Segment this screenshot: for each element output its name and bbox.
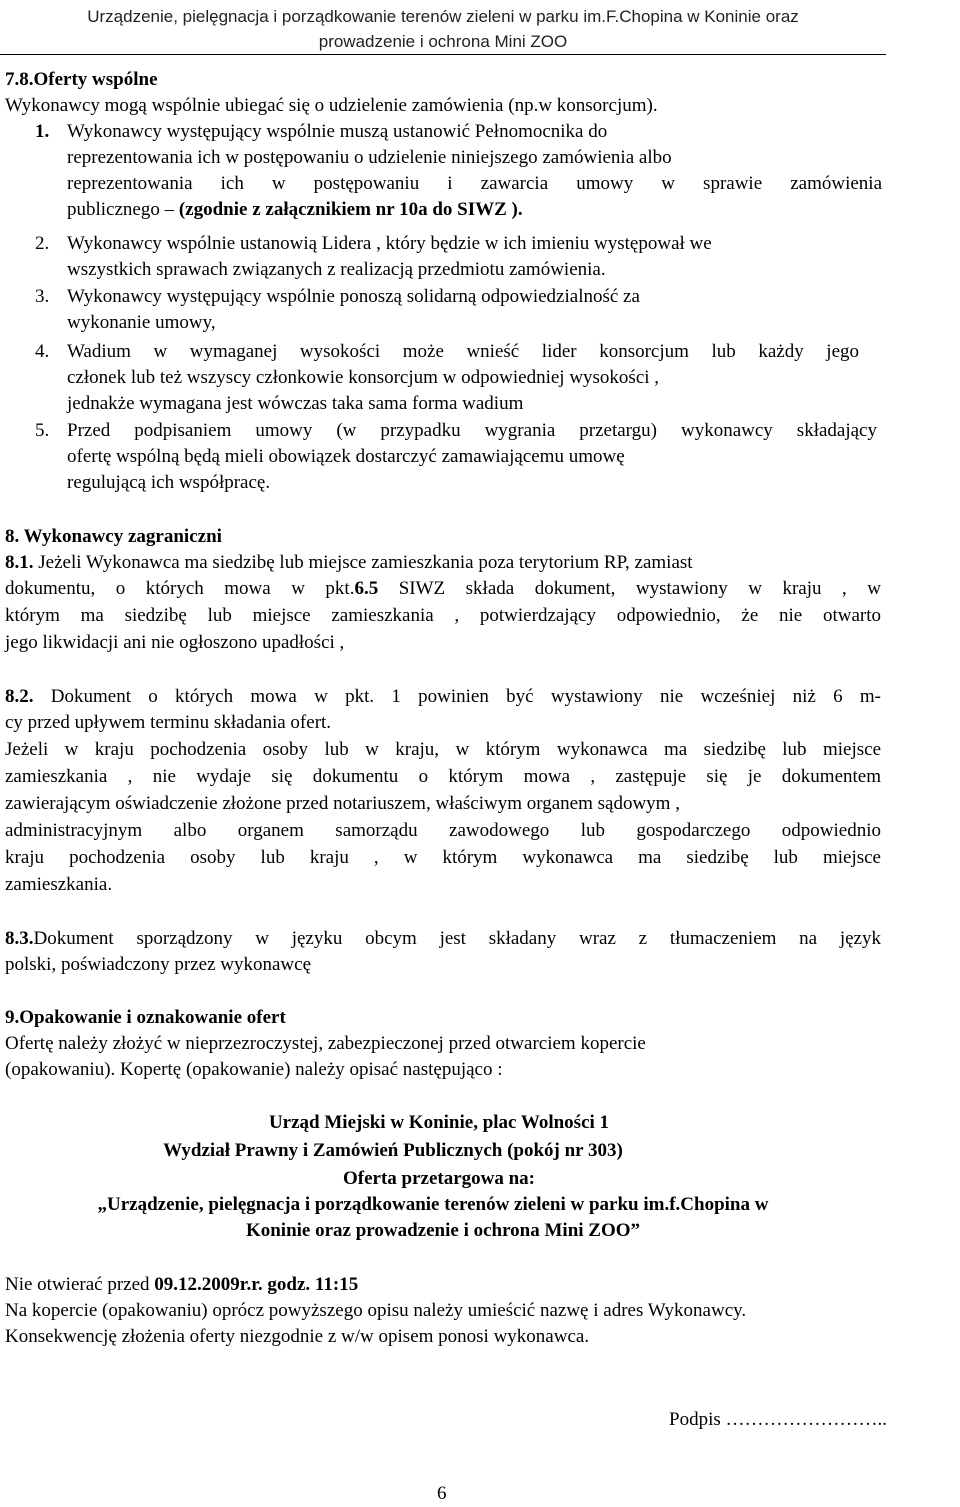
- section-9-line-1: Ofertę należy złożyć w nieprzezroczystej, zabezpieczonej przed otwarciem kopercie: [5, 1033, 646, 1054]
- section-heading-9: 9.Opakowanie i oznakowanie ofert: [5, 1007, 286, 1028]
- item-1-number: 1.: [35, 121, 50, 142]
- item-2-line-2: wszystkich sprawach związanych z realizacją przedmiotu zamówienia.: [67, 259, 606, 280]
- envelope-title-line-2: Koninie oraz prowadzenie i ochrona Mini ZOO”: [245, 1220, 641, 1241]
- item-4-line-1: Wadium w wymaganej wysokości może wnieść lider konsorcjum lub każdy jego: [67, 341, 859, 362]
- item-5-number: 5.: [35, 420, 50, 441]
- para-8-2-line-2: cy przed upływem terminu składania ofert.: [5, 712, 332, 733]
- para-8-1-ref: 6.5: [354, 578, 379, 599]
- para-8-3-line-1-text: Dokument sporządzony w języku obcym jest składany wraz z tłumaczeniem na język: [33, 928, 881, 949]
- section-heading-7-8: 7.8.Oferty wspólne: [5, 69, 158, 90]
- item-1-line-2: reprezentowania ich w postępowaniu o udzielenie niniejszego zamówienia albo: [67, 147, 672, 168]
- para-8-2b-line-4: administracyjnym albo organem samorządu zawodowego lub gospodarczego odpowiednio: [5, 820, 881, 841]
- signature-line: Podpis ……………………..: [669, 1409, 887, 1430]
- para-8-2b-line-6: zamieszkania.: [5, 874, 113, 895]
- para-8-1-line-2c: SIWZ składa dokument, wystawiony w kraju , w: [398, 578, 881, 599]
- para-8-2b-line-1: Jeżeli w kraju pochodzenia osoby lub w kraju, w którym wykonawca ma siedzibę lub miejsce: [5, 739, 881, 760]
- section-9-line-4: Konsekwencję złożenia oferty niezgodnie z w/w opisem ponosi wykonawca.: [5, 1326, 590, 1347]
- para-8-2-line-1: [5, 684, 881, 710]
- attachment-reference: (zgodnie z załącznikiem nr 10a do SIWZ ).: [178, 199, 523, 220]
- para-8-1-number: 8.1.: [5, 552, 34, 573]
- section-7-8-intro: Wykonawcy mogą wspólnie ubiegać się o udzielenie zamówienia (np.w konsorcjum).: [5, 95, 658, 116]
- envelope-title-line-1: „Urządzenie, pielęgnacja i porządkowanie terenów zieleni w parku im.f.Chopina w: [97, 1194, 769, 1215]
- para-8-2-line-1-text: Dokument o których mowa w pkt. 1 powinien być wystawiony nie wcześniej niż 6 m-: [50, 686, 882, 707]
- envelope-offer-label: Oferta przetargowa na:: [342, 1168, 536, 1189]
- item-3-line-1: Wykonawcy występujący wspólnie ponoszą solidarną odpowiedzialność za: [67, 286, 640, 307]
- item-1-line-3: reprezentowania ich w postępowaniu i zawarcia umowy w sprawie zamówienia: [67, 173, 882, 194]
- para-8-1-line-3: którym ma siedzibę lub miejsce zamieszkania , potwierdzający odpowiednio, że nie otwarto: [5, 605, 881, 626]
- para-8-1-line-2: [5, 576, 881, 602]
- para-8-3-line-2: polski, poświadczony przez wykonawcę: [5, 954, 312, 975]
- para-8-3-number: 8.3.: [5, 928, 34, 949]
- section-heading-8: 8. Wykonawcy zagraniczni: [5, 526, 222, 547]
- header-line-1: Urządzenie, pielęgnacja i porządkowanie terenów zieleni w parku im.F.Chopina w Koninie oraz: [87, 7, 799, 26]
- page-number: 6: [437, 1483, 447, 1504]
- para-8-1-line-1: [5, 550, 693, 576]
- envelope-address-line-1: Urząd Miejski w Koninie, plac Wolności 1: [268, 1112, 610, 1133]
- item-3-line-2: wykonanie umowy,: [67, 312, 216, 333]
- item-4-line-3: jednakże wymagana jest wówczas taka sama forma wadium: [67, 393, 524, 414]
- para-8-1-line-4: jego likwidacji ani nie ogłoszono upadłości ,: [5, 632, 345, 653]
- item-4-number: 4.: [35, 341, 50, 362]
- para-8-1-line-2a: dokumentu, o których mowa w pkt.: [5, 578, 355, 599]
- para-8-2-number: 8.2.: [5, 686, 34, 707]
- item-1-line-4: [67, 197, 523, 223]
- do-not-open-line: [5, 1272, 358, 1298]
- section-9-line-3: Na kopercie (opakowaniu) oprócz powyższego opisu należy umieścić nazwę i adres Wykonawcy.: [5, 1300, 747, 1321]
- item-5-line-1: Przed podpisaniem umowy (w przypadku wygrania przetargu) wykonawcy składający: [67, 420, 877, 441]
- item-5-line-3: regulującą ich współpracę.: [67, 472, 271, 493]
- item-4-line-2: członek lub też wszyscy członkowie konsorcjum w odpowiedniej wysokości ,: [67, 367, 660, 388]
- para-8-2b-line-2: zamieszkania , nie wydaje się dokumentu o którym mowa , zastępuje się je dokumentem: [5, 766, 881, 787]
- running-header: [0, 4, 886, 54]
- do-not-open-label: Nie otwierać przed: [5, 1274, 150, 1295]
- header-line-2: prowadzenie i ochrona Mini ZOO: [318, 32, 568, 51]
- item-1-line-1: Wykonawcy występujący wspólnie muszą ustanowić Pełnomocnika do: [67, 121, 608, 142]
- para-8-3-line-1: [5, 926, 881, 952]
- item-5-line-2: ofertę wspólną będą mieli obowiązek dostarczyć zamawiającemu umowę: [67, 446, 625, 467]
- item-3-number: 3.: [35, 286, 50, 307]
- para-8-2b-line-3: zawierającym oświadczenie złożone przed notariuszem, właściwym organem sądowym ,: [5, 793, 680, 814]
- para-8-1-line-1-text: Jeżeli Wykonawca ma siedzibę lub miejsce zamieszkania poza terytorium RP, zamiast: [38, 552, 693, 573]
- section-9-line-2: (opakowaniu). Kopertę (opakowanie) należy opisać następująco :: [5, 1059, 503, 1080]
- item-2-line-1: Wykonawcy wspólnie ustanowią Lidera , który będzie w ich imieniu występował we: [67, 233, 712, 254]
- envelope-address-line-2: Wydział Prawny i Zamówień Publicznych (pokój nr 303): [163, 1140, 623, 1161]
- do-not-open-date: 09.12.2009r.r. godz. 11:15: [154, 1274, 359, 1295]
- header-divider: [0, 54, 886, 55]
- item-2-number: 2.: [35, 233, 50, 254]
- item-1-line-4-text: publicznego –: [67, 199, 175, 220]
- para-8-2b-line-5: kraju pochodzenia osoby lub kraju , w którym wykonawca ma siedzibę lub miejsce: [5, 847, 881, 868]
